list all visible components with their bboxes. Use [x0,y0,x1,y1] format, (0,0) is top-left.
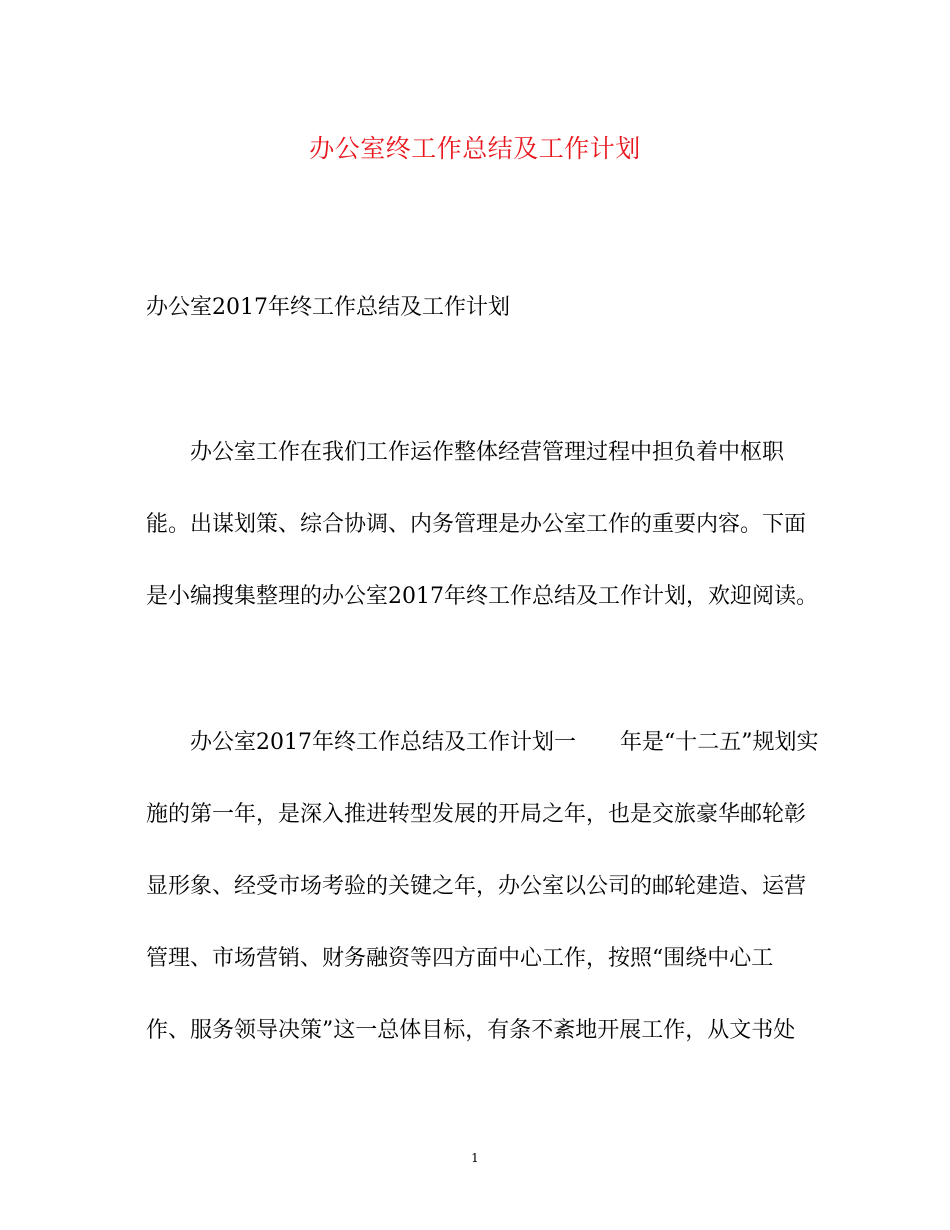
paragraph-line: 办公室2017年终工作总结及工作计划一 年是“十二五”规划实 [190,730,819,755]
paragraph-line: 管理、市场营销、财务融资等四方面中心工作，按照“围绕中心工 [146,946,774,971]
page-number: 1 [471,1151,479,1165]
paragraph-line: 作、服务领导决策”这一总体目标，有条不紊地开展工作，从文书处 [146,1018,796,1043]
document-subtitle: 办公室2017年终工作总结及工作计划 [146,295,510,320]
document-title: 办公室终工作总结及工作计划 [309,134,641,163]
paragraph-line: 施的第一年，是深入推进转型发展的开局之年，也是交旅豪华邮轮彰 [146,802,807,827]
paragraph-line: 能。出谋划策、综合协调、内务管理是办公室工作的重要内容。下面 [146,512,807,537]
paragraph-line: 办公室工作在我们工作运作整体经营管理过程中担负着中枢职 [190,440,785,465]
paragraph-line: 显形象、经受市场考验的关键之年，办公室以公司的邮轮建造、运营 [146,874,807,899]
paragraph-line: 是小编搜集整理的办公室2017年终工作总结及工作计划，欢迎阅读。 [146,584,818,609]
